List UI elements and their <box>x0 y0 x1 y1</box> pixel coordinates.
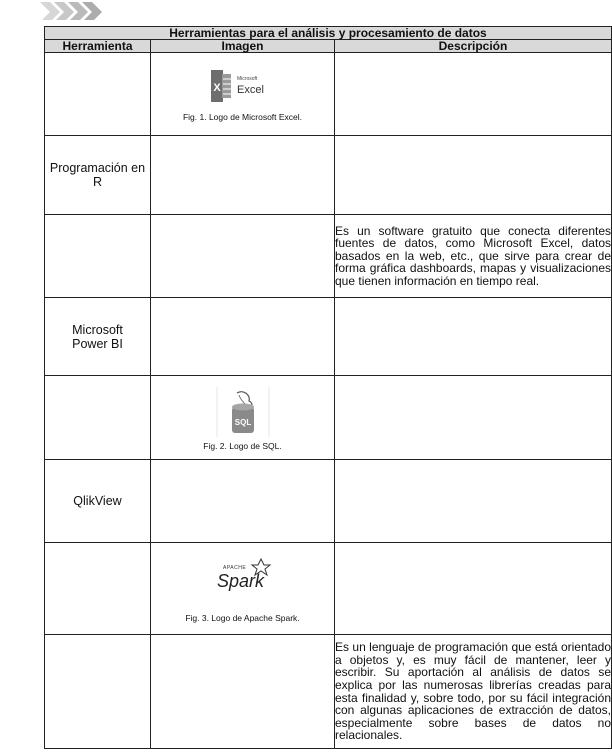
figure-caption: Fig. 1. Logo de Microsoft Excel. <box>182 112 303 122</box>
sql-logo <box>203 385 283 439</box>
excel-logo-letter: X <box>212 82 221 94</box>
tool-cell <box>45 53 151 136</box>
column-header-descripcion: Descripción <box>335 40 612 53</box>
excel-logo-name: Excel <box>236 84 264 96</box>
microsoft-excel-logo <box>203 66 283 106</box>
table-row <box>45 543 612 635</box>
tool-cell <box>45 543 151 635</box>
table-row <box>45 376 612 460</box>
sql-logo-text: SQL <box>234 417 251 427</box>
description-cell <box>335 376 612 460</box>
description-cell <box>335 136 612 215</box>
tool-cell: Programación en R <box>45 136 151 215</box>
description-cell <box>335 53 612 136</box>
table-row <box>45 136 612 215</box>
image-cell <box>151 53 335 136</box>
description-cell <box>335 460 612 543</box>
image-cell <box>151 635 335 749</box>
description-cell: Es un software gratuito que conecta diferentes fuentes de datos, como Microsoft Excel, datos basados en la web, etc., que sirve para crear de forma gráfica dashboards, mapas y visualizaciones que tienen información en tiempo real. <box>335 215 612 298</box>
tool-cell: QlikView <box>45 460 151 543</box>
tools-table <box>44 26 612 749</box>
description-cell <box>335 543 612 635</box>
table-caption: Herramientas para el análisis y procesamiento de datos <box>45 27 612 40</box>
image-cell <box>151 215 335 298</box>
apache-spark-logo <box>203 555 283 599</box>
image-cell <box>151 298 335 376</box>
tool-cell: Microsoft Power BI <box>45 298 151 376</box>
image-cell <box>151 136 335 215</box>
image-cell <box>151 543 335 635</box>
description-cell <box>335 298 612 376</box>
excel-logo-brand: Microsoft <box>236 76 257 82</box>
spark-logo-name: Spark <box>216 570 264 591</box>
spark-logo-brand: APACHE <box>222 564 246 571</box>
table-row <box>45 460 612 543</box>
table-row <box>45 635 612 749</box>
image-cell <box>151 460 335 543</box>
tool-cell <box>45 635 151 749</box>
figure-caption: Fig. 2. Logo de SQL. <box>203 440 282 451</box>
column-header-herramienta: Herramienta <box>45 40 151 53</box>
column-header-imagen: Imagen <box>151 40 335 53</box>
header-chevrons-decoration <box>0 0 120 20</box>
description-cell: Es un lenguaje de programación que está orientado a objetos y, es muy fácil de mantener, leer y escribir. Su aportación al análisis de datos se explica por las numerosas librerías creadas para esta finalidad y, sobre todo, por su fácil integración con algunas aplicaciones de extracción de datos, especialmente sobre bases de datos no relacionales. <box>335 635 612 749</box>
tool-cell <box>45 215 151 298</box>
table-row <box>45 215 612 298</box>
tool-cell <box>45 376 151 460</box>
figure-caption: Fig. 3. Logo de Apache Spark. <box>185 612 300 623</box>
table-row <box>45 53 612 136</box>
table-row <box>45 298 612 376</box>
image-cell <box>151 376 335 460</box>
